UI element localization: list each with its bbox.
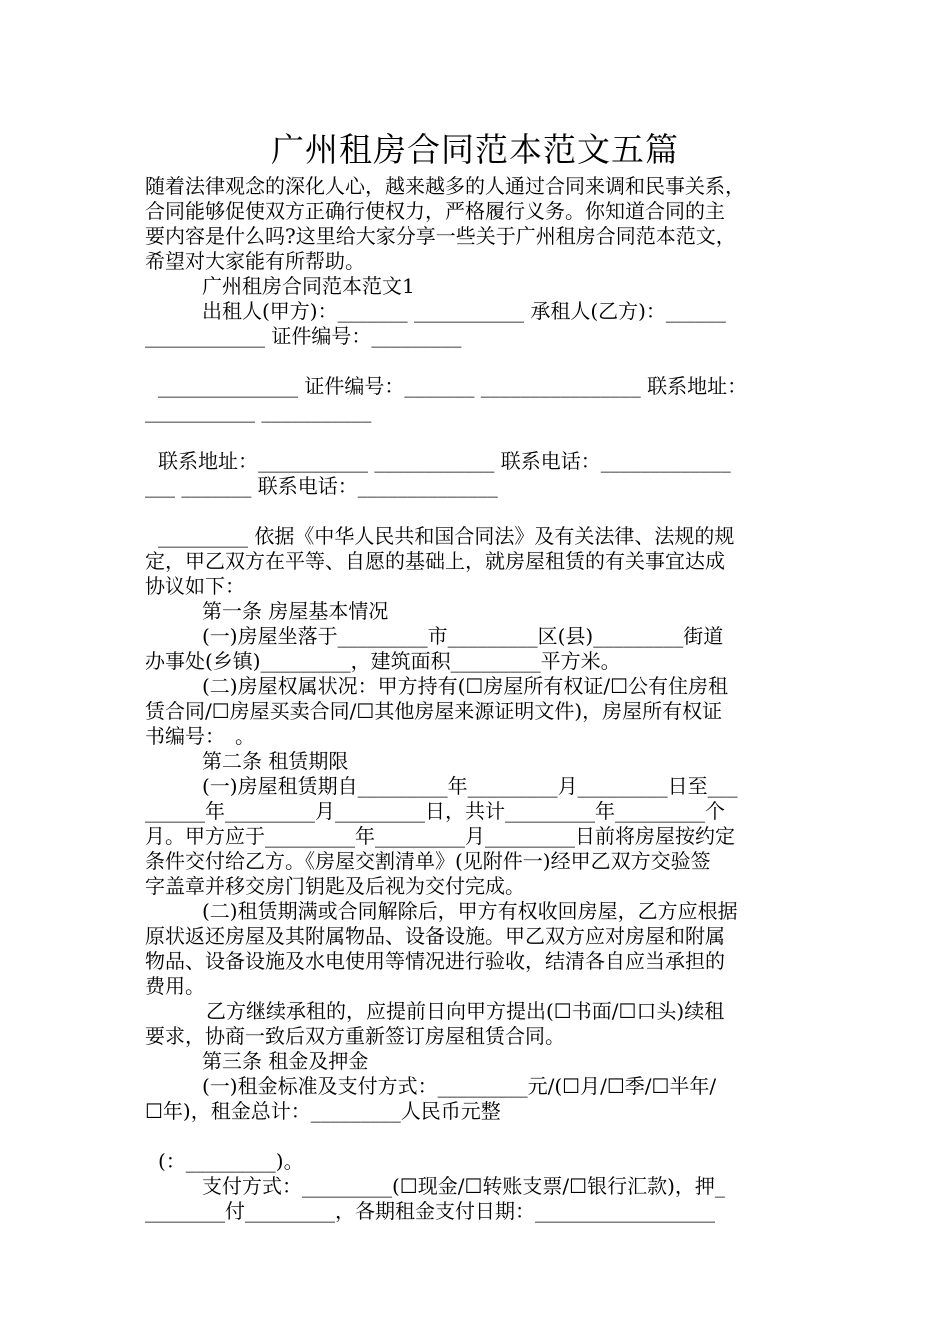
body-line: 定，甲乙双方在平等、自愿的基础上，就房屋租赁的有关事宜达成 (145, 549, 725, 573)
body-line: 费用。 (145, 974, 205, 998)
body-line: 办事处(乡镇)_________，建筑面积_________平方米。 (145, 649, 621, 673)
body-line: (：_________)。 (158, 1149, 304, 1173)
body-line: 协议如下： (145, 574, 245, 598)
section-heading: 广州租房合同范本范文1 (202, 274, 415, 298)
intro-line: 随着法律观念的深化人心，越来越多的人通过合同来调和民事关系， (145, 174, 745, 198)
body-line: 原状返还房屋及其附属物品、设备设施。甲乙双方应对房屋和附属 (145, 924, 725, 948)
party-field-line: 联系地址：___________ ____________ 联系电话：_____________ (158, 449, 731, 473)
body-line: (二)租赁期满或合同解除后，甲方有权收回房屋，乙方应根据 (202, 899, 738, 923)
article-heading: 第三条 租金及押金 (202, 1049, 369, 1073)
party-field-line: ___________ ___________ (145, 399, 372, 423)
intro-line: 希望对大家能有所帮助。 (145, 249, 365, 273)
body-line: ______年_________月_________日，共计_________年_________个 (145, 799, 725, 823)
body-line: _________ 依据《中华人民共和国合同法》及有关法律、法规的规 (158, 524, 735, 548)
party-field-line: ___ _______ 联系电话：______________ (145, 474, 498, 498)
party-field-line: 出租人(甲方)：_______ ___________ 承租人(乙方)：______ (202, 299, 726, 323)
body-line: ☐年)，租金总计：_________人民币元整 (145, 1099, 501, 1123)
body-line: 条件交付给乙方。《房屋交割清单》(见附件一)经甲乙双方交验签 (145, 849, 711, 873)
body-line: 物品、设备设施及水电使用等情况进行验收，结清各自应当承担的 (145, 949, 725, 973)
body-line: (一)租金标准及支付方式：_________元/(☐月/☐季/☐半年/ (202, 1074, 717, 1098)
intro-line: 要内容是什么吗?这里给大家分享一些关于广州租房合同范本范文， (145, 224, 736, 248)
party-field-line: ____________ 证件编号：_________ (145, 324, 462, 348)
party-field-line: ______________ 证件编号：_______ ________________ 联系地址： (158, 374, 748, 398)
document-title: 广州租房合同范本范文五篇 (271, 130, 679, 169)
body-line: (一)房屋坐落于_________市_________区(县)_________街道 (202, 624, 724, 648)
body-line: 书编号： 。 (145, 724, 255, 748)
body-line: 要求，协商一致后双方重新签订房屋租赁合同。 (145, 1024, 565, 1048)
body-line: (一)房屋租赁期自_________年_________月_________日至___ (202, 774, 738, 798)
article-heading: 第一条 房屋基本情况 (202, 599, 389, 623)
body-line: 字盖章并移交房门钥匙及后视为交付完成。 (145, 874, 525, 898)
body-line: ________付_________，各期租金支付日期：__________________ (145, 1199, 715, 1223)
body-line: 月。甲方应于_________年_________月_________日前将房屋按约定 (145, 824, 735, 848)
article-heading: 第二条 租赁期限 (202, 749, 349, 773)
intro-line: 合同能够促使双方正确行使权力，严格履行义务。你知道合同的主 (145, 199, 725, 223)
body-line: 乙方继续承租的，应提前日向甲方提出(☐书面/☐口头)续租 (206, 999, 725, 1023)
body-line: 支付方式：_________(☐现金/☐转账支票/☐银行汇款)，押_ (202, 1174, 725, 1198)
body-line: (二)房屋权属状况：甲方持有(☐房屋所有权证/☐公有住房租 (202, 674, 729, 698)
body-line: 赁合同/☐房屋买卖合同/☐其他房屋来源证明文件)，房屋所有权证 (145, 699, 723, 723)
